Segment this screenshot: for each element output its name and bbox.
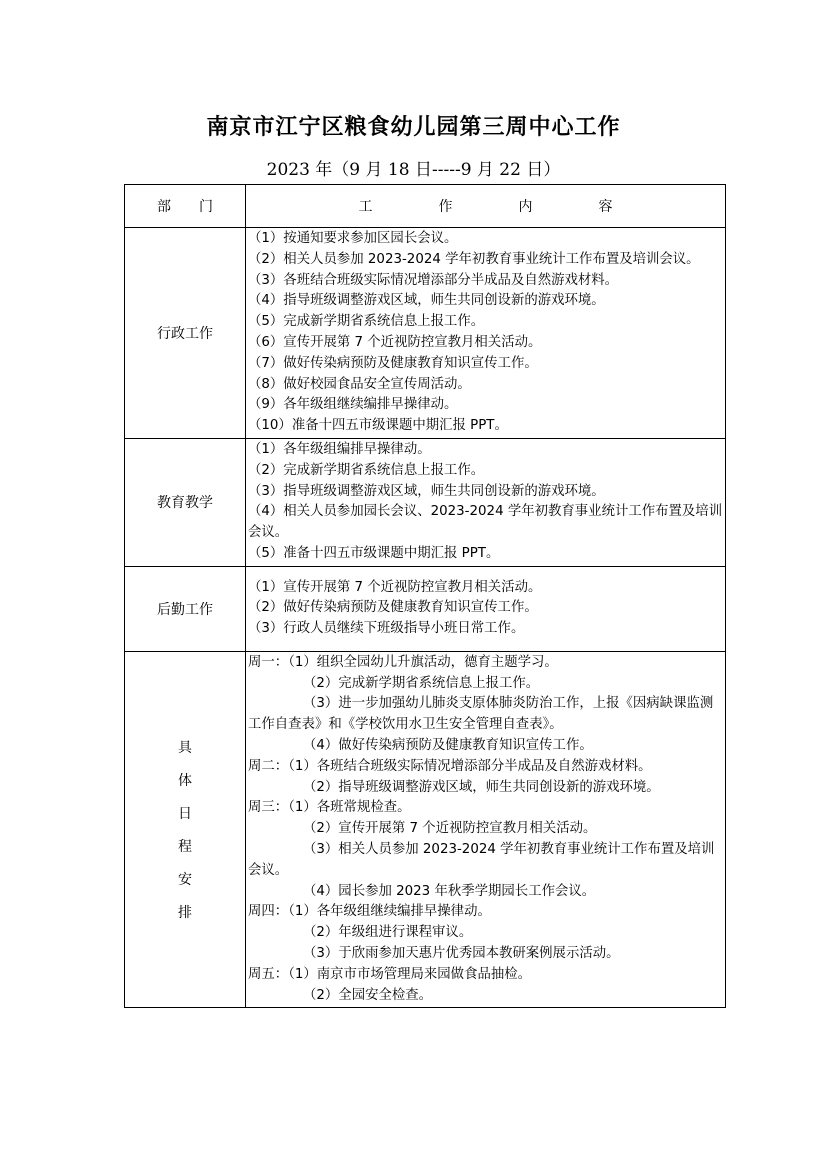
day-label: 周三：	[248, 800, 289, 816]
list-item: （3）各班结合班级实际情况增添部分半成品及自然游戏材料。	[248, 272, 619, 288]
list-item: （4）相关人员参加园长会议、2023-2024 学年初教育事业统计工作布置及培训会议。	[248, 504, 723, 541]
list-item: （4）做好传染病预防及健康教育知识宣传工作。	[303, 737, 593, 753]
logistics-content	[246, 566, 726, 651]
schedule-content	[246, 651, 726, 1008]
admin-content	[246, 228, 726, 439]
list-item: （4）指导班级调整游戏区域，师生共同创设新的游戏环境。	[248, 293, 605, 309]
list-item: （9）各年级组继续编排早操律动。	[248, 397, 458, 413]
table-header-row	[125, 185, 726, 228]
list-item: （1）各班常规检查。	[288, 800, 411, 816]
list-item: （3）行政人员继续下班级指导小班日常工作。	[248, 621, 525, 637]
schedule-char: 安	[178, 872, 192, 889]
list-item: （2）做好传染病预防及健康教育知识宣传工作。	[248, 600, 538, 616]
schedule-char: 程	[178, 839, 192, 856]
schedule-char: 体	[178, 773, 192, 790]
day-label: 周一：	[248, 654, 289, 670]
schedule-day-fri	[248, 965, 724, 986]
schedule-day-wed	[248, 798, 724, 819]
document-date-range: 2023 年（9 月 18 日-----9 月 22 日）	[266, 160, 561, 180]
dept-education: 教育教学	[125, 438, 246, 566]
list-item: （3）进一步加强幼儿肺炎支原体肺炎防治工作，上报《因病缺课监测工作自查表》和《学校饮用水卫生安全管理自查表》。	[248, 696, 714, 733]
schedule-day-tue	[248, 757, 724, 778]
dept-admin: 行政工作	[125, 228, 246, 439]
list-item: （10）准备十四五市级课题中期汇报 PPT。	[248, 418, 508, 434]
list-item: （2）全园安全检查。	[303, 987, 433, 1003]
list-item: （1）南京市市场管理局来园做食品抽检。	[288, 966, 532, 982]
list-item: （1）各年级组继续编排早操律动。	[288, 904, 491, 920]
list-item: （8）做好校园食品安全宣传周活动。	[248, 376, 471, 392]
list-item: （1）各年级组编排早操律动。	[248, 441, 431, 457]
list-item: （2）指导班级调整游戏区域，师生共同创设新的游戏环境。	[303, 779, 660, 795]
list-item: （1）按通知要求参加区园长会议。	[248, 231, 458, 246]
table-row-admin	[125, 228, 726, 439]
list-item: （5）准备十四五市级课题中期汇报 PPT。	[248, 545, 500, 561]
list-item: （2）完成新学期省系统信息上报工作。	[303, 675, 540, 691]
day-label: 周五：	[248, 966, 289, 982]
day-label: 周二：	[248, 758, 289, 774]
header-char: 工	[358, 199, 373, 215]
list-item: （2）宣传开展第 7 个近视防控宣教月相关活动。	[303, 821, 597, 837]
list-item: （3）于欣雨参加天惠片优秀园本教研案例展示活动。	[303, 945, 620, 961]
list-item: （2）完成新学期省系统信息上报工作。	[248, 462, 485, 478]
schedule-day-mon	[248, 653, 724, 674]
day-label: 周四：	[248, 904, 289, 920]
schedule-char: 具	[178, 740, 192, 757]
list-item: （1）宣传开展第 7 个近视防控宣教月相关活动。	[248, 579, 542, 595]
list-item: （6）宣传开展第 7 个近视防控宣教月相关活动。	[248, 334, 542, 350]
education-content	[246, 438, 726, 566]
schedule-day-thu	[248, 902, 724, 923]
document-title: 南京市江宁区粮食幼儿园第三周中心工作	[206, 114, 621, 140]
work-plan-table	[124, 184, 726, 1008]
list-item: （7）做好传染病预防及健康教育知识宣传工作。	[248, 355, 538, 371]
list-item: （5）完成新学期省系统信息上报工作。	[248, 314, 485, 330]
list-item: （2）相关人员参加 2023-2024 学年初教育事业统计工作布置及培训会议。	[248, 251, 700, 267]
list-item: （4）园长参加 2023 年秋季学期园长工作会议。	[303, 883, 596, 899]
header-content	[246, 185, 726, 228]
dept-logistics: 后勤工作	[125, 566, 246, 651]
list-item: （3）相关人员参加 2023-2024 学年初教育事业统计工作布置及培训会议。	[248, 841, 715, 878]
table-row-logistics	[125, 566, 726, 651]
table-row-education	[125, 438, 726, 566]
list-item: （1）各班结合班级实际情况增添部分半成品及自然游戏材料。	[288, 758, 652, 774]
schedule-char: 排	[178, 905, 192, 922]
schedule-char: 日	[178, 806, 192, 823]
header-char: 作	[438, 199, 453, 215]
list-item: （2）年级组进行课程审议。	[303, 925, 473, 941]
header-char: 内	[518, 199, 533, 215]
list-item: （1）组织全园幼儿升旗活动，德育主题学习。	[288, 654, 558, 670]
dept-schedule	[125, 651, 246, 1008]
header-char: 容	[598, 199, 613, 215]
header-dept: 部 门	[125, 185, 246, 228]
list-item: （3）指导班级调整游戏区域，师生共同创设新的游戏环境。	[248, 483, 605, 499]
table-row-schedule	[125, 651, 726, 1008]
